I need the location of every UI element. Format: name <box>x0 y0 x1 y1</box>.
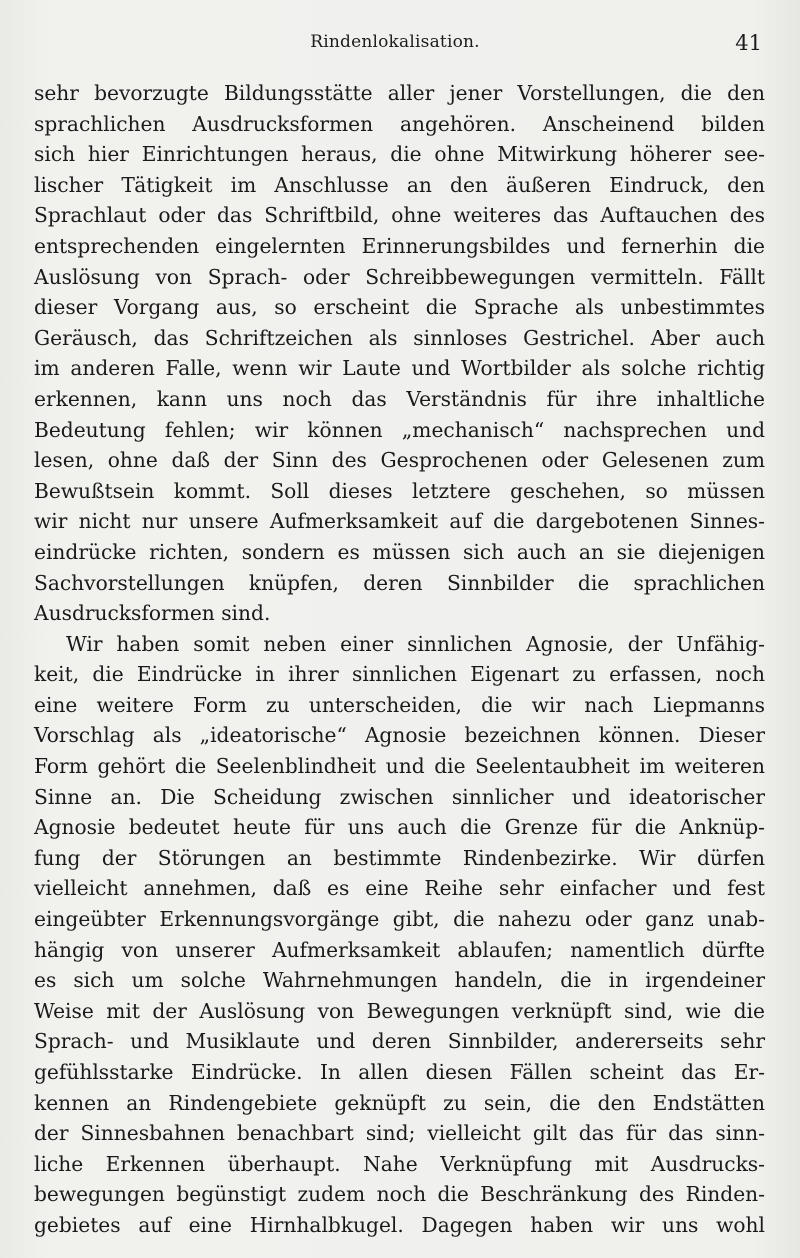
text-line: sehr bevorzugte Bildungsstätte aller jener Vorstellungen, die den <box>34 81 765 105</box>
text-line: Form gehört die Seelenblindheit und die Seelentaubheit im weiteren <box>34 754 765 779</box>
text-line: eindrücke richten, sondern es müssen sich auch an sie diejenigen <box>34 539 765 564</box>
body-text <box>34 78 765 1241</box>
text-line: Agnosie bedeutet heute für uns auch die Grenze für die Anknüp- <box>34 815 765 840</box>
paragraph-first-line: Wir haben somit neben einer sinnlichen Agnosie, der Unfähig- <box>66 631 765 656</box>
text-line: lesen, ohne daß der Sinn des Gesprochenen oder Gelesenen zum <box>34 448 765 473</box>
text-line: erkennen, kann uns noch das Verständnis für ihre inhaltliche <box>34 386 765 411</box>
text-line: Sprach- und Musiklaute und deren Sinnbilder, andererseits sehr <box>34 1029 765 1054</box>
text-line: Weise mit der Auslösung von Bewegungen verknüpft sind, wie die <box>34 998 765 1023</box>
text-line: hängig von unserer Aufmerksamkeit ablaufen; namentlich dürfte <box>34 937 765 962</box>
text-line: Sachvorstellungen knüpfen, deren Sinnbilder die sprachlichen <box>34 570 765 595</box>
text-line: wir nicht nur unsere Aufmerksamkeit auf die dargebotenen Sinnes- <box>34 509 765 534</box>
paragraph-end-line: Ausdrucksformen sind. <box>34 601 271 626</box>
text-line: entsprechenden eingelernten Erinnerungsbildes und fernerhin die <box>34 233 765 258</box>
text-line: es sich um solche Wahrnehmungen handeln, die in irgendeiner <box>34 968 765 993</box>
text-line: Geräusch, das Schriftzeichen als sinnloses Gestrichel. Aber auch <box>34 325 765 350</box>
text-line: Bewußtsein kommt. Soll dieses letztere geschehen, so müssen <box>34 478 765 503</box>
text-line: der Sinnesbahnen benachbart sind; vielleicht gilt das für das sinn- <box>34 1121 765 1146</box>
text-line: Sinne an. Die Scheidung zwischen sinnlicher und ideatorischer <box>34 784 765 809</box>
text-line: dieser Vorgang aus, so erscheint die Sprache als unbestimmtes <box>34 295 765 320</box>
text-line: Auslösung von Sprach- oder Schreibbewegungen vermitteln. Fällt <box>34 264 765 289</box>
page-header <box>0 28 800 58</box>
text-line: eingeübter Erkennungsvorgänge gibt, die nahezu oder ganz unab- <box>34 907 765 932</box>
text-line: fung der Störungen an bestimmte Rindenbezirke. Wir dürfen <box>34 845 765 870</box>
text-line: bewegungen begünstigt zudem noch die Beschränkung des Rinden- <box>34 1182 765 1207</box>
text-line: sich hier Einrichtungen heraus, die ohne Mitwirkung höherer see- <box>34 142 765 167</box>
text-line: Sprachlaut oder das Schriftbild, ohne weiteres das Auftauchen des <box>34 203 765 228</box>
text-line: gefühlsstarke Eindrücke. In allen diesen Fällen scheint das Er- <box>34 1060 765 1084</box>
text-line: keit, die Eindrücke in ihrer sinnlichen Eigenart zu erfassen, noch <box>34 662 765 687</box>
text-line: vielleicht annehmen, daß es eine Reihe sehr einfacher und fest <box>34 876 765 901</box>
text-line: eine weitere Form zu unterscheiden, die wir nach Liepmanns <box>34 692 765 717</box>
page-number: 41 <box>735 31 762 55</box>
text-line: gebietes auf eine Hirnhalbkugel. Dagegen haben wir uns wohl <box>34 1212 765 1237</box>
text-line: lischer Tätigkeit im Anschlusse an den äußeren Eindruck, den <box>34 172 765 197</box>
running-title: Rindenlokalisation. <box>310 32 480 52</box>
text-line: liche Erkennen überhaupt. Nahe Verknüpfung mit Ausdrucks- <box>34 1151 765 1176</box>
text-line: sprachlichen Ausdrucksformen angehören. Anscheinend bilden <box>34 111 765 136</box>
text-line: kennen an Rindengebiete geknüpft zu sein, die den Endstätten <box>34 1090 765 1115</box>
text-line: Vorschlag als „ideatorische“ Agnosie bezeichnen können. Dieser <box>34 723 765 748</box>
text-line: Bedeutung fehlen; wir können „mechanisch“ nachsprechen und <box>34 417 765 442</box>
text-line: im anderen Falle, wenn wir Laute und Wortbilder als solche richtig <box>34 356 765 381</box>
